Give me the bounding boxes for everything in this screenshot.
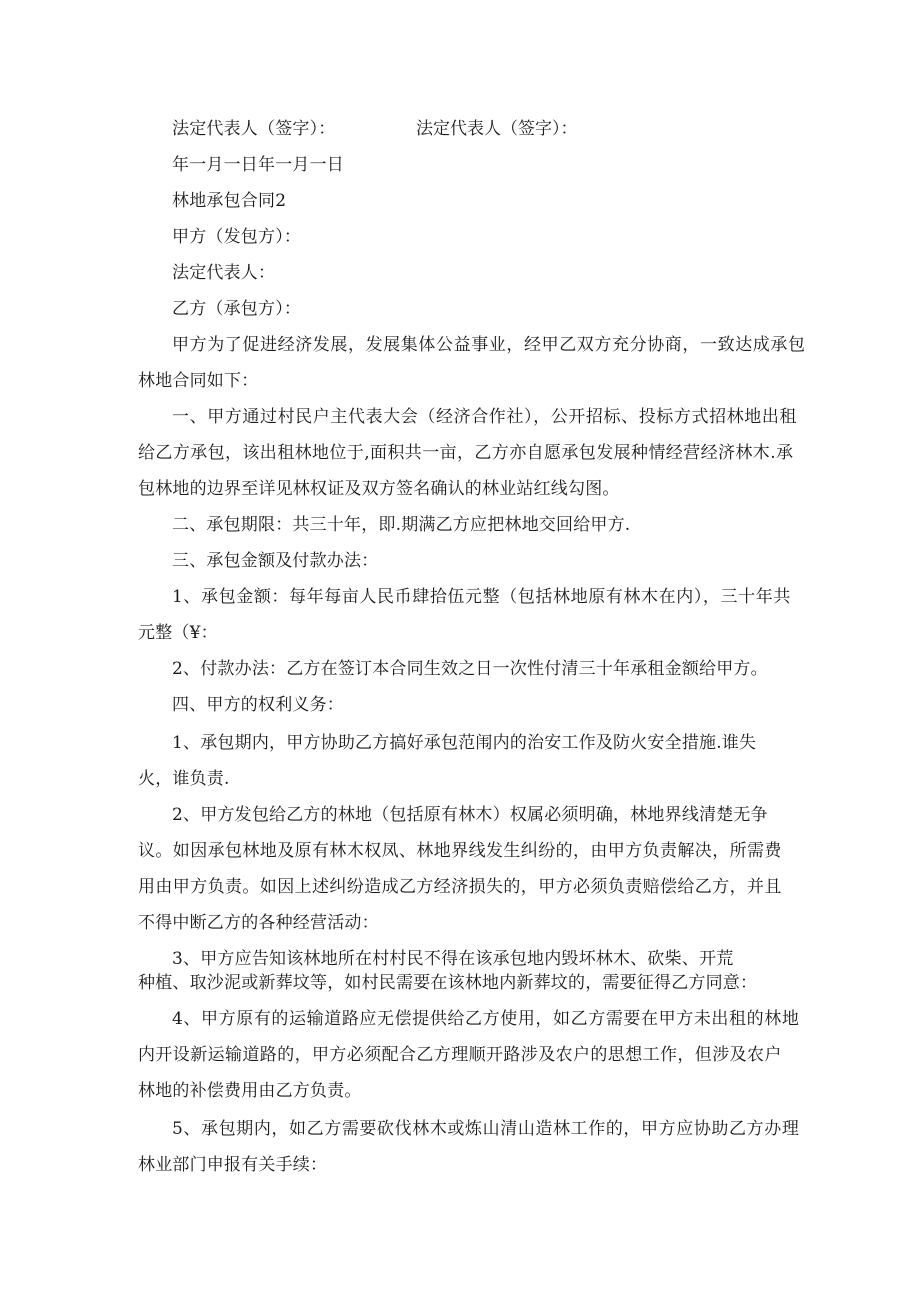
signature-right-label: 法定代表人（签字）： bbox=[416, 119, 578, 139]
clause4-5-line-2: 林业部门申报有关手续： bbox=[138, 1155, 328, 1175]
legal-rep-label: 法定代表人： bbox=[172, 263, 276, 283]
clause4-5-line-1: 5、承包期内，如乙方需要砍伐林木或炼山清山造林工作的，甲方应协助乙方办理 bbox=[172, 1119, 800, 1139]
clause3: 三、承包金额及付款办法： bbox=[172, 551, 379, 571]
clause4-3-line-2: 种植、取沙泥或新葬坟等，如村民需要在该林地内新葬坟的，需要征得乙方同意： bbox=[138, 973, 758, 993]
clause4-4-line-2: 内开设新运输道路的，甲方必须配合乙方理顺开路涉及农户的思想工作，但涉及农户 bbox=[138, 1045, 782, 1065]
intro-line-1: 甲方为了促进经济发展，发展集体公益事业，经甲乙双方充分协商，一致达成承包 bbox=[172, 335, 806, 355]
clause1-line-2: 给乙方承包，该出租林地位于,面积共一亩，乙方亦自愿承包发展种情经营经济林木.承 bbox=[138, 443, 794, 463]
clause4-4-line-1: 4、甲方原有的运输道路应无偿提供给乙方使用，如乙方需要在甲方未出租的林地 bbox=[172, 1009, 800, 1029]
clause4-1-line-1: 1、承包期内，甲方协助乙方搞好承包范闱内的治安工作及防火安全措施.谁失 bbox=[172, 733, 757, 753]
clause4-3-line-1: 3、甲方应告知该林地所在村村民不得在该承包地内毁坏林木、砍柴、开荒 bbox=[172, 949, 734, 969]
signature-left-label: 法定代表人（签字）： bbox=[172, 119, 336, 139]
clause4-2-line-4: 不得中断乙方的各种经营活动： bbox=[138, 913, 379, 933]
clause1-line-1: 一、甲方通过村民户主代表大会（经济合作社），公开招标、投标方式招林地出租 bbox=[172, 407, 798, 427]
clause4-4-line-3: 林地的补偿费用由乙方负责。 bbox=[138, 1081, 362, 1101]
clause2: 二、承包期限：共三十年，即.期满乙方应把林地交回给甲方. bbox=[172, 515, 631, 535]
date-line: 年一月一日年一月一日 bbox=[172, 155, 344, 175]
clause3-1-line-2: 元整（¥： bbox=[138, 623, 218, 643]
clause4-2-line-1: 2、甲方发包给乙方的林地（包括原有林木）权属必须明确，林地界线清楚无争 bbox=[172, 805, 768, 825]
contract-title: 林地承包合同2 bbox=[172, 191, 287, 211]
clause4-2-line-3: 用由甲方负责。如因上述纠纷造成乙方经济损失的，甲方必须负责赔偿给乙方，并且 bbox=[138, 877, 782, 897]
clause4-1-line-2: 火，谁负责. bbox=[138, 769, 230, 789]
clause1-line-3: 包林地的边界至详见林权证及双方签名确认的林业站红线勾图。 bbox=[138, 479, 620, 499]
clause3-2: 2、付款办法：乙方在签订本合同生效之日一次性付清三十年承租金额给甲方。 bbox=[172, 659, 768, 679]
clause3-1-line-1: 1、承包金额：每年每亩人民币肆拾伍元整（包括林地原有林木在内），三十年共 bbox=[172, 587, 791, 607]
party-b-label: 乙方（承包方）： bbox=[172, 299, 302, 319]
party-a-label: 甲方（发包方）： bbox=[172, 227, 302, 247]
intro-line-2: 林地合同如下： bbox=[138, 371, 259, 391]
clause4: 四、甲方的权利义务： bbox=[172, 695, 344, 715]
clause4-2-line-2: 议。如因承包林地及原有林木权凤、林地界线发生纠纷的，由甲方负责解决，所需费 bbox=[138, 841, 782, 861]
